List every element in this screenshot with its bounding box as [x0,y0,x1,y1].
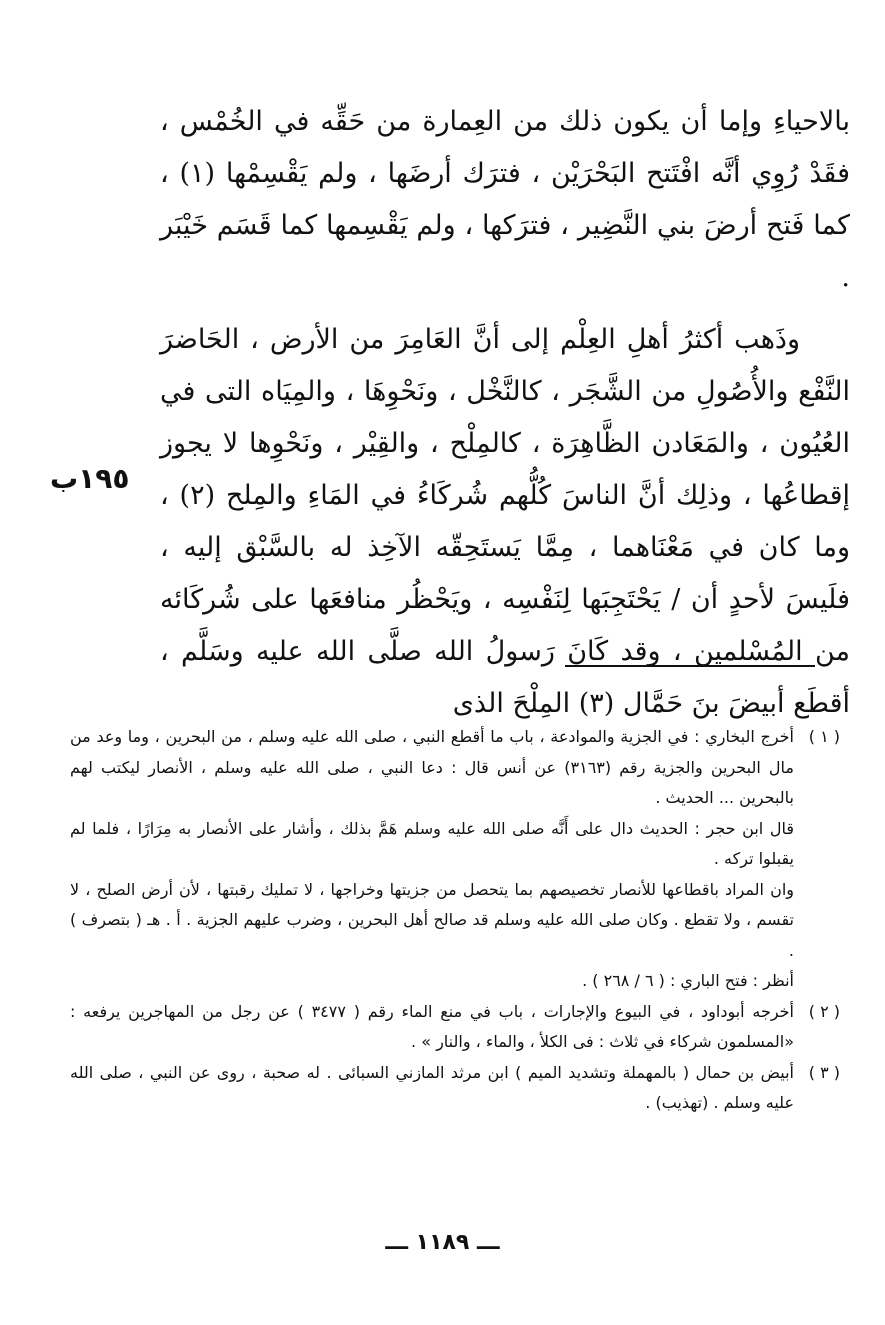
footnote-body [70,997,794,1058]
footnote-separator [565,665,815,667]
footnote-number: ( ٣ ) [808,1062,840,1082]
footnote-body [70,1058,794,1119]
footnote-line: أنظر : فتح الباري : ( ٦ / ٢٦٨ ) . [582,971,794,990]
footnote-1 [70,722,840,997]
footnote-line: أخرج البخاري : في الجزية والموادعة ، باب ما أقطع النبي ، صلى الله عليه وسلم ، من البحرين ، وما وعد من مال البحرين والجزية رقم (٣١٦٣) عن أنس قال : دعا النبي ، صلى الله عليه وسلم ، الأنصار ليكتب لهم بالبحرين ... الحديث . [70,727,794,807]
footnote-body [70,722,794,997]
footnote-number: ( ٢ ) [808,1001,840,1021]
footnote-3 [70,1058,840,1119]
footnote-number: ( ١ ) [808,727,840,746]
footnotes [70,722,840,1119]
main-text [160,96,850,730]
page-number: ـــ ١١٨٩ ـــ [385,1230,500,1255]
footnote-line: قال ابن حجر : الحديث دال على أَنَّه صلى الله عليه وسلم هَمَّ بذلك ، وأشار على الأنصار به مِرَارًا ، فلما لم يقبلوا تركه . [70,818,794,868]
paragraph-1: بالاحياءِ وإما أن يكون ذلك من العِمارة من حَقِّه في الخُمْس ، فقَدْ رُوِي أنَّه افْتَتح البَحْرَيْن ، فترَك أرضَها ، ولم يَقْسِمْها (١) ، كما فَتح أرضَ بني النَّضِير ، فترَكها ، ولم يَقْسِمها كما قَسَم خَيْبَر . [160,106,850,293]
footnote-line: أبيض بن حمال ( بالمهملة وتشديد الميم ) ابن مرثد المازني السبائى . له صحبة ، روى عن النبي ، صلى الله عليه وسلم . (تهذيب) . [70,1062,794,1112]
footnote-2 [70,997,840,1058]
manuscript-folio-note: ١٩٥ب [50,462,130,495]
footnote-line: وان المراد باقطاعها للأنصار تخصيصهم بما يتحصل من جزيتها وخراجها ، لا تمليك رقبتها ، لأن أرض الصلح ، لا تقسم ، ولا تقطع . وكان صلى الله عليه وسلم قد صالح أهل البحرين ، وضرب عليهم الجزية . أ . هـ ( بتصرف ) . [70,879,794,960]
paragraph-2: وذَهب أكثرُ أهلِ العِلْم إلى أنَّ العَامِرَ من الأرض ، الحَاضرَ النَّفْع والأُصُولِ من الشَّجَر ، كالنَّخْل ، ونَحْوِهَا ، والمِيَاه التى في العُيُون ، والمَعَادن الظَّاهِرَة ، كالمِلْح ، والقِيْر ، ونَحْوِها لا يجوز إقطاعُها ، وذلِك أنَّ الناسَ كُلُّهم شُركَاءُ في المَاءِ والمِلح (٢) ، وما كان في مَعْنَاهما ، مِمَّا يَستَحِقّه الآخِذ له بالسَّبْق إليه ، فلَيسَ لأحدٍ أن / يَحْتَجِبَها لِنَفْسِه ، ويَحْظُر منافعَها على شُركَائه من المُسْلمين ، وقد كَانَ رَسولُ الله صلَّى الله عليه وسَلَّم ، أقطَع أبيضَ بنَ حَمَّال (٣) المِلْحَ الذى [160,324,850,719]
footnote-line: أخرجه أبوداود ، في البيوع والإجارات ، باب في منع الماء رقم ( ٣٤٧٧ ) عن رجل من المهاجرين يرفعه : «المسلمون شركاء في ثلاث : فى الكلأ ، والماء ، والنار » . [70,1001,794,1051]
